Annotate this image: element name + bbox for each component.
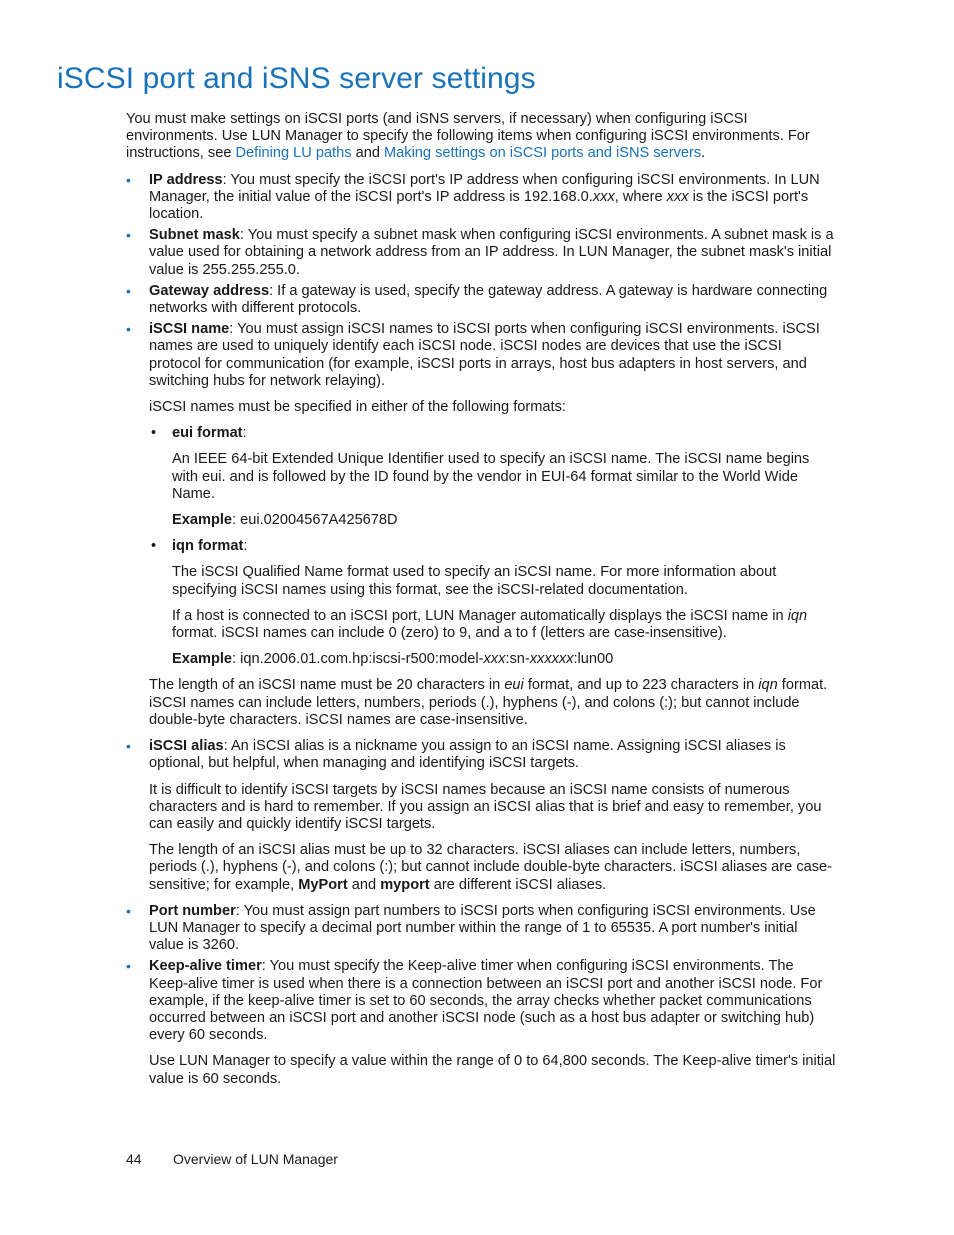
item-text: and xyxy=(347,876,381,893)
formats-intro: iSCSI names must be specified in either of the following formats: xyxy=(149,399,566,416)
bullet-icon: • xyxy=(126,902,131,919)
term-ip-address: IP address xyxy=(149,171,223,188)
item-text: format. iSCSI names can include letters, numbers, periods (.), hyphens (-), and colons (:); but cannot include double-byte characters. iSCSI names are case-insensitive. xyxy=(149,677,828,728)
intro-paragraph xyxy=(126,111,836,163)
item-text: are different iSCSI aliases. xyxy=(429,876,607,893)
intro-text: and xyxy=(351,145,384,162)
intro-text: . xyxy=(701,145,706,162)
link-iscsi-ports-isns-servers[interactable]: Making settings on iSCSI ports and iSNS servers xyxy=(384,145,702,162)
bullet-icon: • xyxy=(151,425,157,442)
iqn-example-value: : iqn.2006.01.com.hp:iscsi-r500:model- xyxy=(232,651,484,668)
item-text: : You must assign iSCSI names to iSCSI ports when configuring iSCSI environments. iSCSI names are used to uniquely identify each iSCSI node. iSCSI nodes are devices that use the iSCSI protocol for communication (for example, iSCSI ports in arrays, host bus adapters in host servers, and switching hubs for network relaying). xyxy=(149,321,820,389)
item-text: format, and up to 223 characters in xyxy=(523,677,759,694)
intro-text: You must make settings on iSCSI ports (and iSNS servers, if necessary) when configuring iSCSI environments. Use LUN Manager to specify the following items when configuring iSCSI environments. For instructions, see xyxy=(126,111,810,162)
footer-section-title: Overview of LUN Manager xyxy=(173,1151,338,1167)
item-text-italic: xxx xyxy=(592,188,615,205)
item-text-italic: xxx xyxy=(666,188,689,205)
alias-paragraph-2: It is difficult to identify iSCSI targets by iSCSI names because an iSCSI name consists of numerous characters and is hard to remember. If you assign an iSCSI alias that is brief and easy to remember, you can easily and quickly identify iSCSI targets. xyxy=(149,781,822,832)
list-item-eui-format xyxy=(149,425,836,529)
iqn-host-paragraph xyxy=(172,608,836,642)
bullet-icon: • xyxy=(126,958,131,975)
list-item-subnet-mask xyxy=(126,227,836,279)
item-text: : You must assign part numbers to iSCSI ports when configuring iSCSI environments. Use LUN Manager to specify a decimal port number within the range of 1 to 65535. A port number's initial value is 3260. xyxy=(149,902,816,954)
keepalive-paragraph-2: Use LUN Manager to specify a value within the range of 0 to 64,800 seconds. The Keep-alive timer's initial value is 60 seconds. xyxy=(149,1053,836,1087)
body-text xyxy=(126,111,836,1097)
term-gateway-address: Gateway address xyxy=(149,282,270,299)
formats-list xyxy=(149,425,836,668)
list-item-ip-address xyxy=(126,172,836,224)
eui-example-value: : eui.02004567A425678D xyxy=(232,512,398,529)
item-text-italic: eui xyxy=(504,677,524,694)
item-text: , where xyxy=(614,188,667,205)
item-text: : xyxy=(243,538,248,555)
bullet-icon: • xyxy=(126,282,131,299)
settings-list xyxy=(126,172,836,1088)
item-text-italic: xxx xyxy=(483,651,506,668)
list-item-iscsi-alias xyxy=(126,738,836,894)
item-text: : You must specify the Keep-alive timer when configuring iSCSI environments. The Keep-alive timer is used when there is a connection between an iSCSI port and another iSCSI node. For example, if the keep-alive timer is set to 60 seconds, the array checks whether packet communications occurred between an iSCSI port and another iSCSI node (such as a host bus adapter or switching hub) every 60 seconds. xyxy=(149,958,823,1044)
example-alias-myport-lower: myport xyxy=(380,876,430,893)
eui-description: An IEEE 64-bit Extended Unique Identifier used to specify an iSCSI name. The iSCSI name begins with eui. and is followed by the ID found by the vendor in EUI-64 format similar to the World Wide Name. xyxy=(172,451,810,502)
item-text: : You must specify the iSCSI port's IP address when configuring iSCSI environments. In LUN Manager, the initial value of the iSCSI port's IP address is 192.168.0. xyxy=(149,171,820,205)
term-eui-format: eui format xyxy=(172,425,243,442)
iqn-example-value: :lun00 xyxy=(573,651,614,668)
iqn-example-label: Example xyxy=(172,651,233,668)
iscsi-name-length-paragraph xyxy=(149,677,836,729)
item-text: : If a gateway is used, specify the gateway address. A gateway is hardware connecting networks with different protocols. xyxy=(149,282,828,317)
term-keep-alive-timer: Keep-alive timer xyxy=(149,958,262,975)
item-text: : An iSCSI alias is a nickname you assign to an iSCSI name. Assigning iSCSI aliases is optional, but helpful, when managing and identifying iSCSI targets. xyxy=(149,738,786,772)
alias-paragraph-3 xyxy=(149,842,836,894)
term-iscsi-alias: iSCSI alias xyxy=(149,738,224,755)
term-iscsi-name: iSCSI name xyxy=(149,321,230,338)
item-text: If a host is connected to an iSCSI port, LUN Manager automatically displays the iSCSI name in xyxy=(172,607,788,624)
list-item-port-number xyxy=(126,903,836,955)
item-text-italic: iqn xyxy=(787,607,808,624)
item-text: format. iSCSI names can include 0 (zero) to 9, and a to f (letters are case-insensitive). xyxy=(172,625,727,642)
page-title: iSCSI port and iSNS server settings xyxy=(57,62,536,95)
list-item-gateway-address xyxy=(126,283,836,317)
term-iqn-format: iqn format xyxy=(172,538,244,555)
bullet-icon: • xyxy=(126,171,131,188)
item-text-italic: xxxxxx xyxy=(529,651,574,668)
bullet-icon: • xyxy=(126,321,131,338)
page-footer xyxy=(126,1151,338,1167)
iqn-example-value: :sn- xyxy=(505,651,530,668)
item-text: The length of an iSCSI name must be 20 characters in xyxy=(149,677,505,694)
eui-example-label: Example xyxy=(172,512,233,529)
bullet-icon: • xyxy=(126,738,131,755)
item-text: The length of an iSCSI alias must be up to 32 characters. iSCSI aliases can include letters, numbers, periods (.), hyphens (-), and colons (:); but cannot include double-byte characters. iSCSI aliases are case-sensitive; for example, xyxy=(149,842,832,893)
item-text: is the iSCSI port's location. xyxy=(149,188,809,223)
item-text: : xyxy=(242,425,247,442)
iqn-description: The iSCSI Qualified Name format used to specify an iSCSI name. For more information about specifying iSCSI names using this format, see the iSCSI-related documentation. xyxy=(172,564,777,598)
item-text: : You must specify a subnet mask when configuring iSCSI environments. A subnet mask is a value used for obtaining a network address from an IP address. In LUN Manager, the subnet mask's initial value is 255.255.255.0. xyxy=(149,227,834,278)
bullet-icon: • xyxy=(126,227,131,244)
page-number: 44 xyxy=(126,1151,142,1167)
bullet-icon: • xyxy=(151,538,157,555)
example-alias-myport-caps: MyPort xyxy=(298,876,348,893)
list-item-iqn-format xyxy=(149,538,836,668)
term-port-number: Port number xyxy=(149,902,236,919)
item-text-italic: iqn xyxy=(758,677,778,694)
link-defining-lu-paths[interactable]: Defining LU paths xyxy=(235,145,352,162)
list-item-keep-alive-timer xyxy=(126,958,836,1087)
term-subnet-mask: Subnet mask xyxy=(149,227,240,244)
list-item-iscsi-name xyxy=(126,321,836,729)
